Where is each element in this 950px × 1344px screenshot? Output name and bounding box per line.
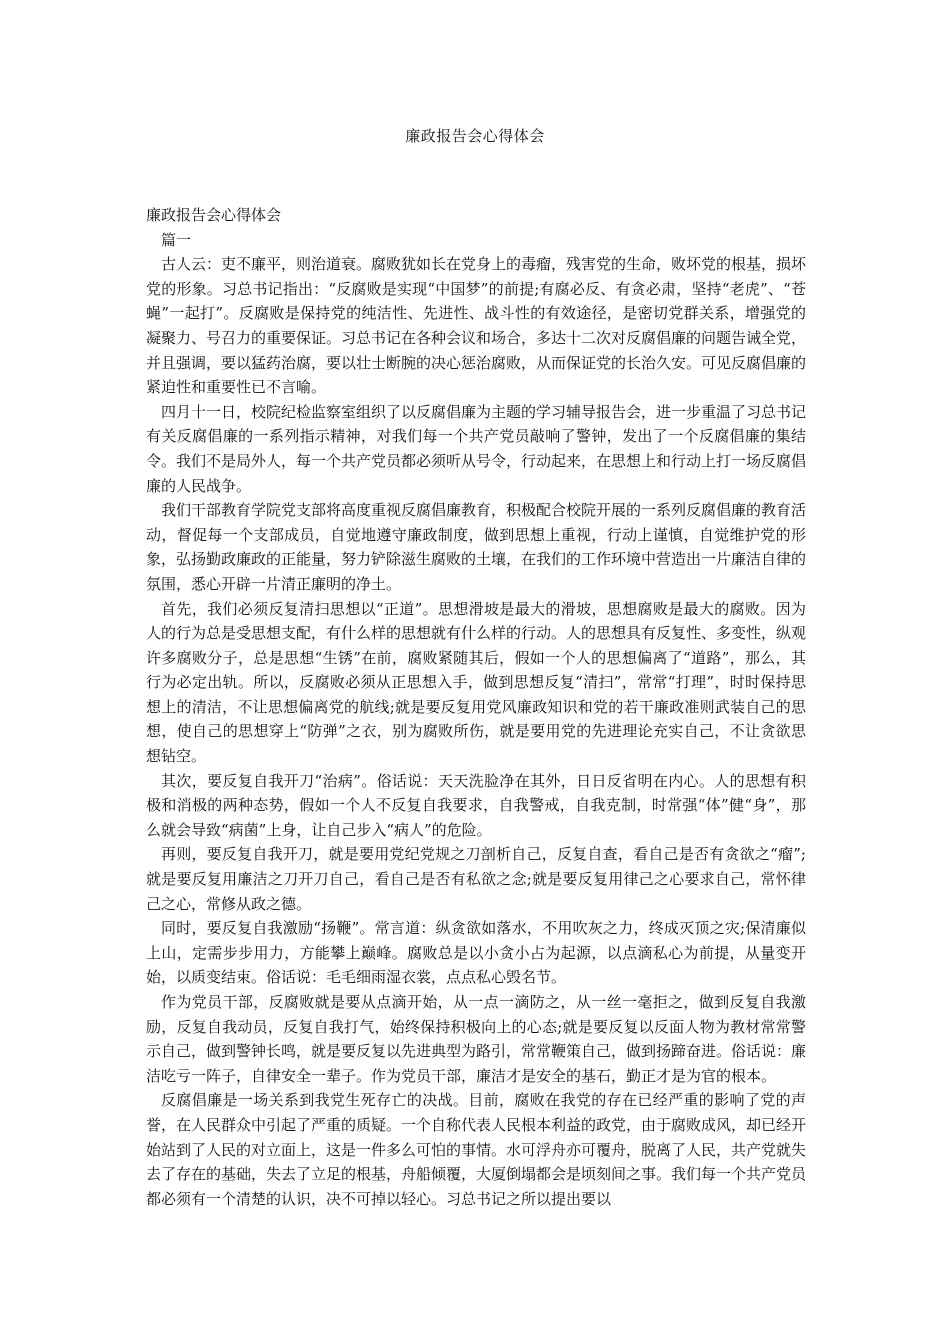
paragraph: 古人云：吏不廉平，则治道衰。腐败犹如长在党身上的毒瘤，残害党的生命，败坏党的根基，损坏党的形象。习总书记指出：“反腐败是实现“中国梦”的前提;有腐必反、有贪必肃，坚持“老虎”、“苍蝇”一起打”。反腐败是保持党的纯洁性、先进性、战斗性的有效途径，是密切党群关系，增强党的凝聚力、号召力的重要保证。习总书记在各种会议和场合，多达十二次对反腐倡廉的问题告诫全党，并且强调，要以猛药治腐，要以壮士断腕的决心惩治腐败，从而保证党的长治久安。可见反腐倡廉的紧迫性和重要性已不言喻。 bbox=[146, 255, 807, 397]
paragraph: 同时，要反复自我激励“扬鞭”。常言道：纵贪欲如落水，不用吹灰之力，终成灭顶之灾;保清廉似上山，定需步步用力，方能攀上巅峰。腐败总是以小贪小占为起源，以点滴私心为前提，从量变开始，以质变结束。俗话说：毛毛细雨湿衣裳，点点私心毁名节。 bbox=[146, 919, 806, 987]
section-label: 篇一 bbox=[161, 230, 192, 249]
paragraph: 反腐倡廉是一场关系到我党生死存亡的决战。目前，腐败在我党的存在已经严重的影响了党的声誉，在人民群众中引起了严重的质疑。一个自称代表人民根本利益的政党，由于腐败成风，却已经开始站到了人民的对立面上，这是一件多么可怕的事情。水可浮舟亦可覆舟，脱离了人民，共产党就失去了存在的基础，失去了立足的根基，舟船倾覆，大厦倒塌都会是顷刻间之事。我们每一个共产党员都必须有一个清楚的认识，决不可掉以轻心。习总书记之所以提出要以 bbox=[146, 1091, 807, 1208]
paragraph: 四月十一日，校院纪检监察室组织了以反腐倡廉为主题的学习辅导报告会，进一步重温了习总书记有关反腐倡廉的一系列指示精神，对我们每一个共产党员敲响了警钟，发出了一个反腐倡廉的集结令。我们不是局外人，每一个共产党员都必须听从号令，行动起来，在思想上和行动上打一场反腐倡廉的人民战争。 bbox=[146, 402, 807, 495]
document-title: 廉政报告会心得体会 bbox=[405, 127, 545, 145]
paragraph: 首先，我们必须反复清扫思想以“正道”。思想滑坡是最大的滑坡，思想腐败是最大的腐败。因为人的行为总是受思想支配，有什么样的思想就有什么样的行动。人的思想具有反复性、多变性，纵观许多腐败分子，总是思想“生锈”在前，腐败紧随其后，假如一个人的思想偏离了“道路”，那么，其行为必定出轨。所以，反腐败必须从正思想入手，做到思想反复“清扫”，常常“打理”，时时保持思想上的清洁，不让思想偏离党的航线;就是要反复用党风廉政知识和党的若干廉政准则武装自己的思想，使自己的思想穿上“防弹”之衣，别为腐败所伤，就是要用党的先进理论充实自己，不让贪欲思想钻空。 bbox=[146, 599, 807, 766]
paragraph: 我们干部教育学院党支部将高度重视反腐倡廉教育，积极配合校院开展的一系列反腐倡廉的教育活动，督促每一个支部成员，自觉地遵守廉政制度，做到思想上重视，行动上谨慎，自觉维护党的形象，弘扬勤政廉政的正能量，努力铲除滋生腐败的土壤，在我们的工作环境中营造出一片廉洁自律的氛围，悉心开辟一片清正廉明的净土。 bbox=[146, 501, 807, 593]
document-body bbox=[146, 203, 806, 1211]
paragraph: 作为党员干部，反腐败就是要从点滴开始，从一点一滴防之，从一丝一毫拒之，做到反复自我激励，反复自我动员，反复自我打气，始终保持积极向上的心态;就是要反复以反面人物为教材常常警示自己，做到警钟长鸣，就是要反复以先进典型为路引，常常鞭策自己，做到扬蹄奋进。俗话说：廉洁吃亏一阵子，自律安全一辈子。作为党员干部，廉洁才是安全的基石，勤正才是为官的根本。 bbox=[146, 993, 807, 1085]
paragraph: 再则，要反复自我开刀，就是要用党纪党规之刀剖析自己，反复自查，看自己是否有贪欲之“瘤”;就是要反复用廉洁之刀开刀自己，看自己是否有私欲之念;就是要反复用律己之心要求自己，常怀律己之心，常修从政之德。 bbox=[146, 845, 806, 913]
document-subtitle: 廉政报告会心得体会 bbox=[146, 206, 282, 224]
paragraph: 其次，要反复自我开刀“治病”。俗话说：天天洗脸净在其外，日日反省明在内心。人的思想有积极和消极的两种态势，假如一个人不反复自我要求，自我警戒，自我克制，时常强“体”健“身”，那么就会导致“病菌”上身，让自己步入“病人”的危险。 bbox=[146, 771, 806, 839]
